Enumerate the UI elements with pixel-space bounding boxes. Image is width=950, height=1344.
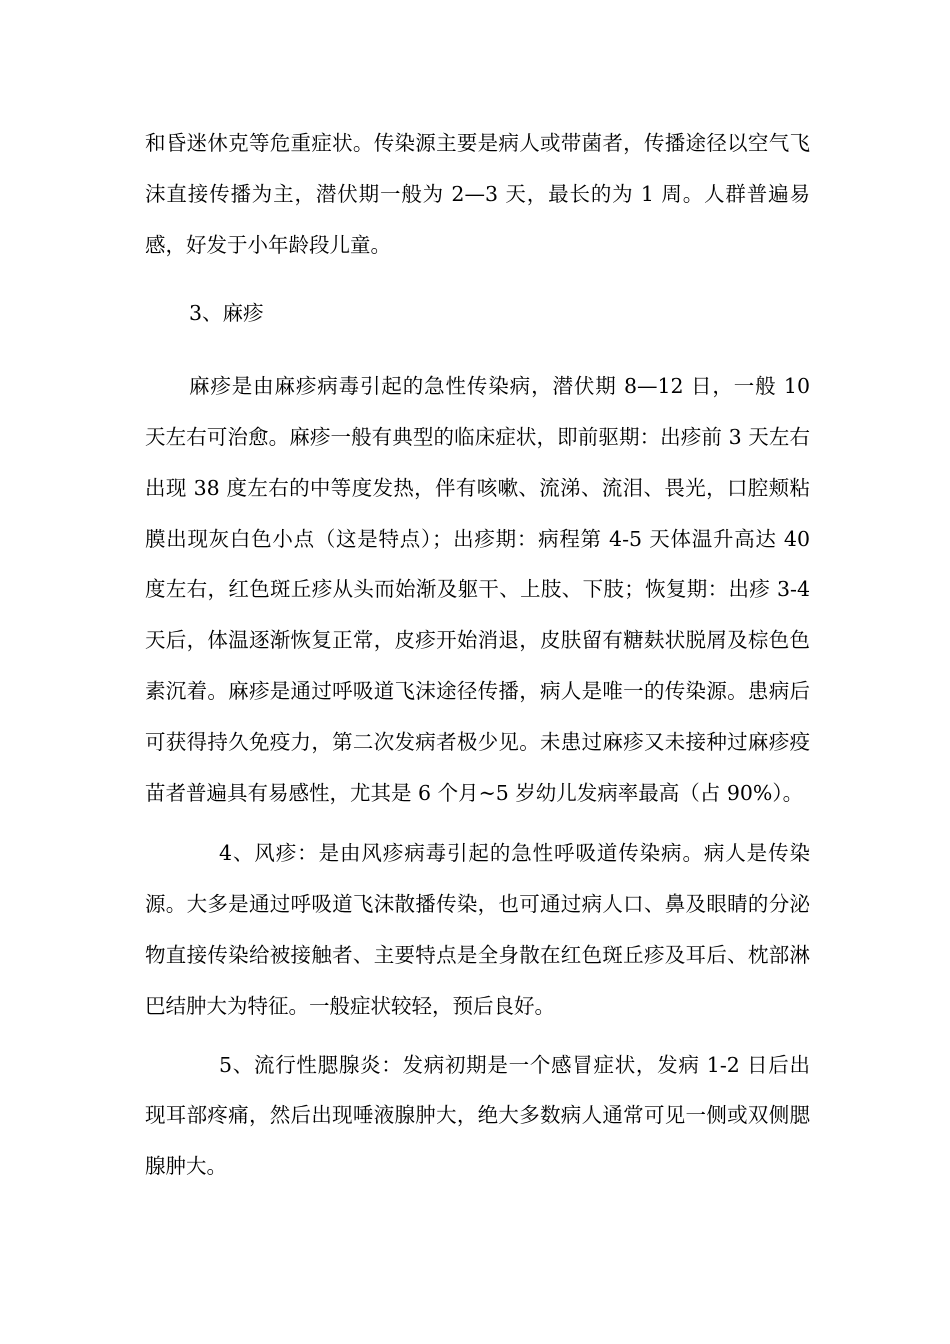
section-heading-measles: 3、麻疹 [189,301,264,326]
document-page [145,118,810,1192]
paragraph-mumps: 5、流行性腮腺炎：发病初期是一个感冒症状，发病 1-2 日后出现耳部疼痛，然后出现唾液腺肿大，绝大多数病人通常可见一侧或双侧腮腺肿大。 [145,1052,810,1179]
paragraph-continuation: 和昏迷休克等危重症状。传染源主要是病人或带菌者，传播途径以空气飞沫直接传播为主，潜伏期一般为 2—3 天，最长的为 1 周。人群普遍易感，好发于小年龄段儿童。 [145,131,810,257]
paragraph-measles: 麻疹是由麻疹病毒引起的急性传染病，潜伏期 8—12 日，一般 10 天左右可治愈。麻疹一般有典型的临床症状，即前驱期：出疹前 3 天左右出现 38 度左右的中等度发热，伴有咳嗽、流涕、流泪、畏光，口腔颊粘膜出现灰白色小点（这是特点）；出疹期：病程第 4-5 天体温升高达 40 度左右，红色斑丘疹从头而始渐及躯干、上肢、下肢；恢复期：出疹 3-4 天后，体温逐渐恢复正常，皮疹开始消退，皮肤留有糖麸状脱屑及棕色色素沉着。麻疹是通过呼吸道飞沫途径传播，病人是唯一的传染源。患病后可获得持久免疫力，第二次发病者极少见。未患过麻疹又未接种过麻疹疫苗者普遍具有易感性，尤其是 6 个月~5 岁幼儿发病率最高（占 90%）。 [145,374,810,805]
paragraph-rubella: 4、风疹：是由风疹病毒引起的急性呼吸道传染病。病人是传染源。大多是通过呼吸道飞沫散播传染，也可通过病人口、鼻及眼睛的分泌物直接传染给被接触者、主要特点是全身散在红色斑丘疹及耳后、枕部淋巴结肿大为特征。一般症状较轻，预后良好。 [145,841,810,1018]
